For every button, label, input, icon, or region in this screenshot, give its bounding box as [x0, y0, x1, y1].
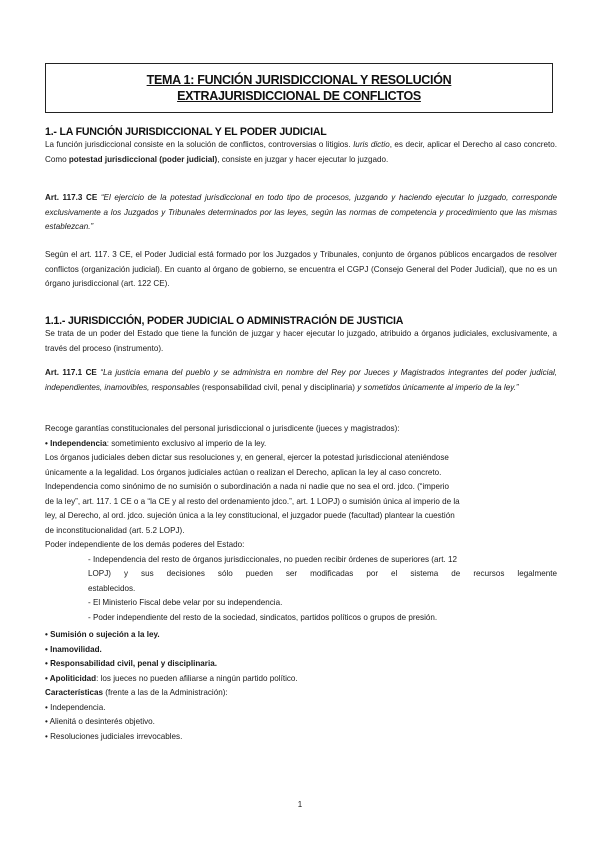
dash-item: - Independencia del resto de órganos jurisdiccionales, no pueden recibir órdenes de superiores (art. 12 [88, 554, 457, 564]
bullet-inamovilidad: • Inamovilidad. [45, 644, 102, 654]
dash-item: - El Ministerio Fiscal debe velar por su independencia. [88, 598, 283, 607]
dash-item: - Poder independiente del resto de la sociedad, sindicatos, partidos políticos o grupos de presión. [88, 612, 438, 622]
text-line: Independencia como sinónimo de no sumisión o subordinación a nada ni nadie que no sea el ord. jdco. (“imperio [45, 482, 450, 491]
section-1-1-heading: 1.1.- JURISDICCIÓN, PODER JUDICIAL O ADMINISTRACIÓN DE JUSTICIA [45, 315, 404, 327]
bullet-independencia: • Independencia: sometimiento exclusivo al imperio de la ley. [45, 438, 267, 448]
bullet-responsabilidad: • Responsabilidad civil, penal y disciplinaria. [45, 659, 217, 668]
text-line: Poder independiente de los demás poderes del Estado: [45, 540, 245, 549]
section-1-1-paragraph-1: Se trata de un poder del Estado que tiene la función de juzgar y hacer ejecutar lo juzgado, atribuido a órganos judiciales, exclusivamente, a través del proceso (instrumento). [45, 329, 557, 353]
guarantees-list [45, 628, 557, 744]
dash-item-continuation: establecidos. [88, 583, 136, 593]
text-line: de la ley”, art. 117. 1 CE o a “la CE y al resto del ordenamiento jdco.”, art. 1 LOPJ) o sumisión única al imperio de la [45, 496, 460, 506]
article-117-3-quote: Art. 117.3 CE “El ejercicio de la potestad jurisdiccional en todo tipo de procesos, juzgando y haciendo ejecutar lo juzgado, corresponde exclusivamente a los Juzgados y Tribunales determinados por las leyes, según las normas de competencia y procedimiento que las mismas establezcan.” [45, 193, 557, 231]
guarantees-block [45, 422, 557, 625]
characteristic-item: • Independencia. [45, 702, 106, 712]
section-1-paragraph-3: Según el art. 117. 3 CE, el Poder Judicial está formado por los Juzgados y Tribunales, conjunto de órganos públicos encargados de resolver conflictos (organización judicial). En cuanto al órgano de gobierno, se encuentra el CGPJ (Consejo General del Poder Judicial), que no es un órgano jurisdiccional (art. 122 CE). [45, 250, 557, 288]
section-1-paragraph-1: La función jurisdiccional consiste en la solución de conflictos, controversias o litigios. Iuris dictio, es decir, aplicar el Derecho al caso concreto. Como potestad jurisdiccional (poder judicial), consiste en juzgar y hacer ejecutar lo juzgado. [45, 140, 557, 164]
text-line: Recoge garantías constitucionales del personal jurisdiccional o jurisdicente (jueces y magistrados): [45, 424, 400, 433]
page-number: 1 [297, 800, 303, 809]
text-line: únicamente a la legalidad. Los órganos judiciales actúan o realizan el Derecho, aplican la ley al caso concreto. [45, 467, 442, 477]
title-line-1: TEMA 1: FUNCIÓN JURISDICCIONAL Y RESOLUCIÓN [146, 73, 452, 87]
text-line: Los órganos judiciales deben dictar sus resoluciones y, en general, ejercer la potestad jurisdiccional ateniéndose [45, 453, 449, 462]
title-box [45, 63, 553, 113]
characteristic-item: • Resoluciones judiciales irrevocables. [45, 731, 183, 741]
dash-item-continuation: LOPJ) y sus decisiones sólo pueden ser modificadas por el sistema de recursos legalmente [88, 569, 557, 578]
caracteristicas-heading: Características (frente a las de la Administración): [45, 688, 228, 697]
bullet-apoliticidad: • Apoliticidad: los jueces no pueden afiliarse a ningún partido político. [45, 673, 298, 683]
section-1-heading: 1.- LA FUNCIÓN JURISDICCIONAL Y EL PODER JUDICIAL [45, 126, 327, 138]
text-line: de inconstitucionalidad (art. 5.2 LOPJ). [45, 525, 185, 535]
bullet-sumision: • Sumisión o sujeción a la ley. [45, 630, 160, 639]
text-line: ley, al Derecho, al ord. jdco. sujeción única a la ley constitucional, el juzgador puede (facultad) plantear la cuestión [45, 511, 455, 520]
title-line-2: EXTRAJURISDICCIONAL DE CONFLICTOS [177, 89, 421, 103]
article-117-1-quote: Art. 117.1 CE “La justicia emana del pueblo y se administra en nombre del Rey por Jueces y Magistrados integrantes del poder judicial, independientes, inamovibles, responsables (responsabilidad civil, penal y disciplinaria) y sometidos únicamente al imperio de la ley.” [45, 368, 557, 392]
characteristic-item: • Alienitá o desinterés objetivo. [45, 717, 155, 726]
